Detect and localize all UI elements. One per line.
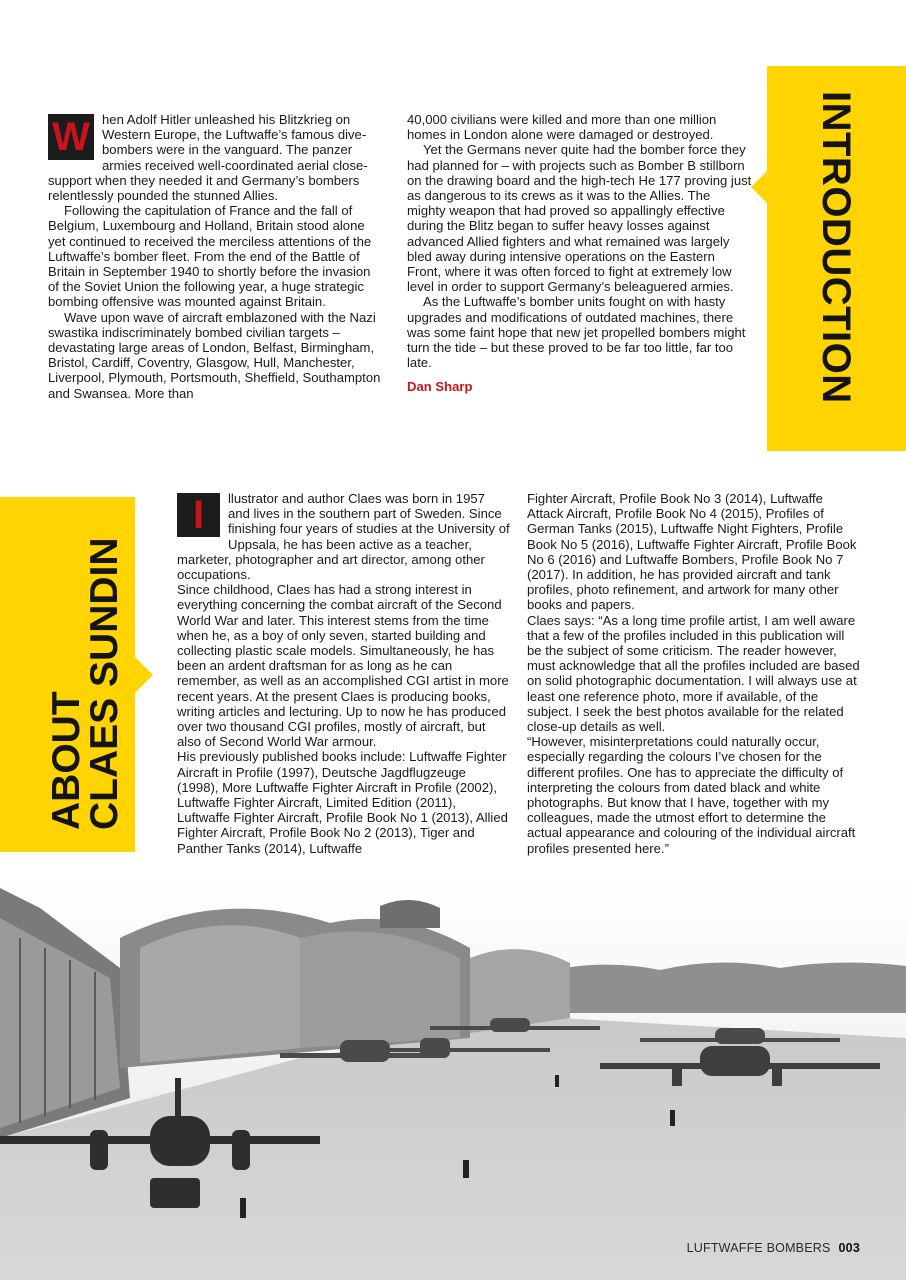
about-paragraph: llustrator and author Claes was born in 1957 and lives in the southern part of Sweden. Since finishing four years of studies at the University of Uppsala, he has been active as a teacher, marketer, photographer and art director, among other occupations. — [177, 491, 510, 583]
intro-dropcap: W — [48, 114, 94, 160]
page-footer — [687, 1241, 860, 1255]
about-heading — [45, 537, 126, 830]
intro-column-2 — [407, 112, 752, 395]
intro-paragraph: hen Adolf Hitler unleashed his Blitzkrieg on Western Europe, the Luftwaffe’s famous dive-bombers were in the vanguard. The panzer armies received well-coordinated aerial close-support when they needed it and Germany’s bombers relentlessly pounded the stunned Allies. — [48, 112, 368, 204]
about-paragraph: Fighter Aircraft, Profile Book No 3 (2014), Luftwaffe Attack Aircraft, Profile Book No 4 (2015), Profiles of German Tanks (2015), Luftwaffe Night Fighters, Profile Book No 5 (2016), Luftwaffe Fighter Aircraft, Profile Book No 6 (2016) and Luftwaffe Bombers, Profile Book No 7 (2017). In addition, he has provided aircraft and tank profiles, photo refinement, and artwork for many other books and papers. — [527, 491, 857, 613]
about-column-1 — [177, 491, 510, 856]
intro-paragraph: Yet the Germans never quite had the bomber force they had planned for – with projects such as Bomber B stillborn on the drawing board and the high-tech He 177 proving just as dangerous to its crews as it was to the Allies. The mighty weapon that had proved so appallingly effective during the Blitz began to suffer heavy losses against advanced Allied fighters and what remained was largely bled away during intensive operations on the Eastern Front, where it was often forced to fight at extremely low level in order to support Germany’s beleaguered armies. — [407, 142, 752, 295]
intro-paragraph: As the Luftwaffe’s bomber units fought on with hasty upgrades and modifications of outdated machines, there was some faint hope that new jet propelled bombers might turn the tide – but these proved to be far too little, far too late. — [407, 294, 746, 371]
introduction-tab — [767, 66, 906, 451]
about-heading-line2: CLAES SUNDIN — [83, 537, 126, 830]
intro-paragraph: 40,000 civilians were killed and more than one million homes in London alone were damaged or destroyed. — [407, 112, 717, 143]
about-column-2 — [527, 491, 860, 856]
introduction-heading: INTRODUCTION — [814, 91, 858, 404]
about-paragraph: Claes says: “As a long time profile artist, I am well aware that a few of the profiles included in this publication will be the subject of some criticism. The reader however, must acknowledge that all the profiles included are based on solid photographic documentation. I will always use at least one reference photo, more if available, of the subject. I seek the best photos available for the related close-up details as well. — [527, 612, 860, 735]
about-paragraph: His previously published books include: Luftwaffe Fighter Aircraft in Profile (1997), Deutsche Jagdflugzeuge (1998), More Luftwaffe Fighter Aircraft in Profile (2002), Luftwaffe Fighter Aircraft, Limited Edition (2011), Luftwaffe Fighter Aircraft, Profile Book No 1 (2013), Allied Fighter Aircraft, Profile Book No 2 (2013), Tiger and Panther Tanks (2014), Luftwaffe — [177, 749, 508, 856]
about-paragraph: Since childhood, Claes has had a strong interest in everything concerning the combat aircraft of the Second World War and later. This interest stems from the time when he, as a boy of only seven, started building and collecting plastic scale models. Simultaneously, he has been an ardent draftsman for as long as he can remember, as well as an accomplished CGI artist in more recent years. At the present Claes is producing books, writing articles and lecturing. Up to now he has produced over two thousand CGI profiles, mostly of aircraft, but also of Second World War armour. — [177, 582, 509, 750]
about-paragraph: “However, misinterpretations could naturally occur, especially regarding the colours I’ve chosen for the different profiles. One has to appreciate the difficulty of interpreting the colours from dated black and white photographs. But know that I have, together with my colleagues, made the utmost effort to determine the actual appearance and colouring of the individual aircraft profiles presented here.” — [527, 734, 856, 856]
publication-title: LUFTWAFFE BOMBERS — [686, 1241, 831, 1255]
author-byline: Dan Sharp — [407, 379, 473, 395]
intro-column-1 — [48, 112, 383, 401]
airfield-photo — [0, 878, 906, 1280]
page-number: 003 — [838, 1241, 860, 1255]
about-heading-line1: ABOUT — [45, 691, 88, 830]
treeline — [540, 962, 906, 1013]
intro-paragraph: Wave upon wave of aircraft emblazoned with the Nazi swastika indiscriminately bombed civilian targets – devastating large areas of London, Belfast, Birmingham, Bristol, Cardiff, Coventry, Glasgow, Hull, Manchester, Liverpool, Plymouth, Portsmouth, Sheffield, Southampton and Swansea. More than — [48, 309, 381, 401]
intro-paragraph: Following the capitulation of France and the fall of Belgium, Luxembourg and Holland, Britain stood alone yet continued to received the merciless attentions of the Luftwaffe’s bomber fleet. From the end of the Battle of Britain in September 1940 to shortly before the invasion of the Soviet Union the following year, a huge strategic bombing offensive was mounted against Britain. — [48, 203, 372, 310]
about-dropcap: I — [177, 493, 220, 537]
